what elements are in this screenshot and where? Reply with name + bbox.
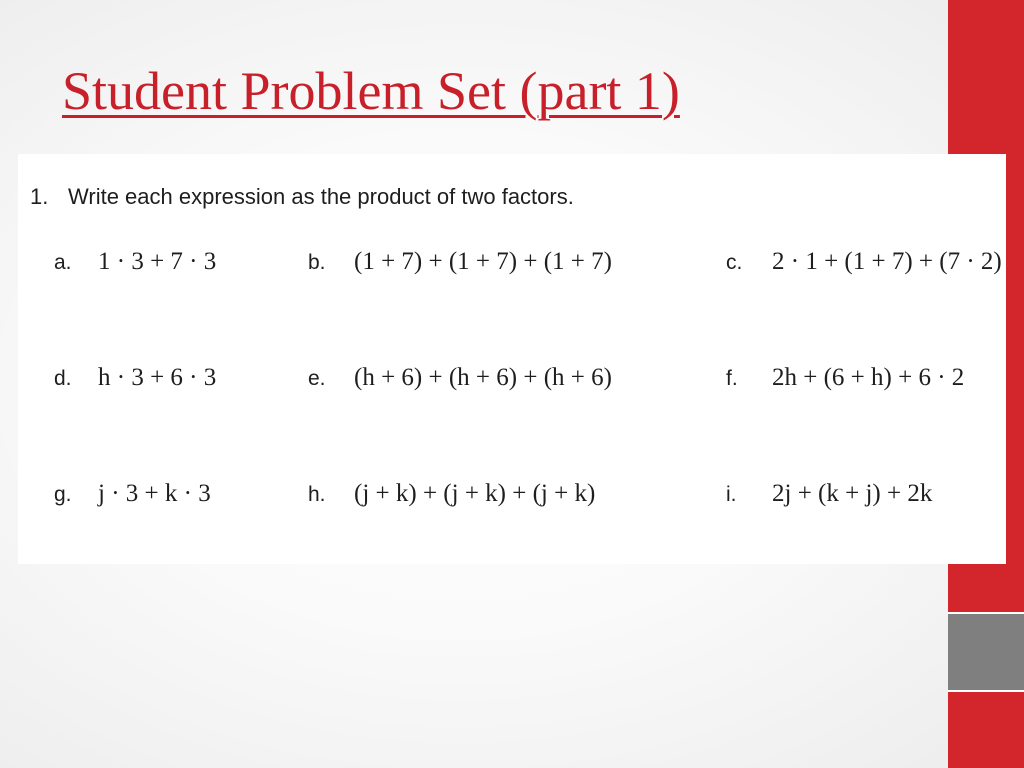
item-expression: 2h + (6 + h) + 6 · 2 <box>772 364 965 391</box>
problem-item-b <box>308 248 612 276</box>
problem-heading <box>30 184 574 210</box>
item-label: d. <box>54 367 72 390</box>
problem-item-a <box>54 248 216 276</box>
item-expression: j · 3 + k · 3 <box>98 480 211 507</box>
problem-number: 1. <box>30 184 49 209</box>
item-expression: (j + k) + (j + k) + (j + k) <box>354 480 596 507</box>
side-accent-bar-red-bottom <box>948 692 1024 768</box>
problem-item-e <box>308 364 612 392</box>
item-expression: 2j + (k + j) + 2k <box>772 480 933 507</box>
problem-item-g <box>54 480 211 508</box>
item-expression: 2 · 1 + (1 + 7) + (7 · 2) <box>772 248 1002 275</box>
item-label: a. <box>54 251 72 274</box>
item-expression: (1 + 7) + (1 + 7) + (1 + 7) <box>354 248 612 275</box>
slide-title: Student Problem Set (part 1) <box>62 61 680 121</box>
item-label: f. <box>726 367 738 390</box>
item-label: b. <box>308 251 326 274</box>
problem-item-h <box>308 480 595 508</box>
item-label: g. <box>54 483 72 506</box>
problem-item-f <box>726 364 964 392</box>
item-expression: (h + 6) + (h + 6) + (h + 6) <box>354 364 612 391</box>
problem-set-image <box>18 154 1006 564</box>
problem-item-c <box>726 248 1002 276</box>
item-label: e. <box>308 367 326 390</box>
item-label: i. <box>726 483 737 506</box>
item-label: h. <box>308 483 326 506</box>
problem-item-i <box>726 480 932 508</box>
item-expression: h · 3 + 6 · 3 <box>98 364 217 391</box>
item-label: c. <box>726 251 743 274</box>
problem-item-d <box>54 364 216 392</box>
side-accent-bar-gray <box>948 614 1024 690</box>
problem-instruction: Write each expression as the product of two factors. <box>68 184 574 209</box>
item-expression: 1 · 3 + 7 · 3 <box>98 248 217 275</box>
